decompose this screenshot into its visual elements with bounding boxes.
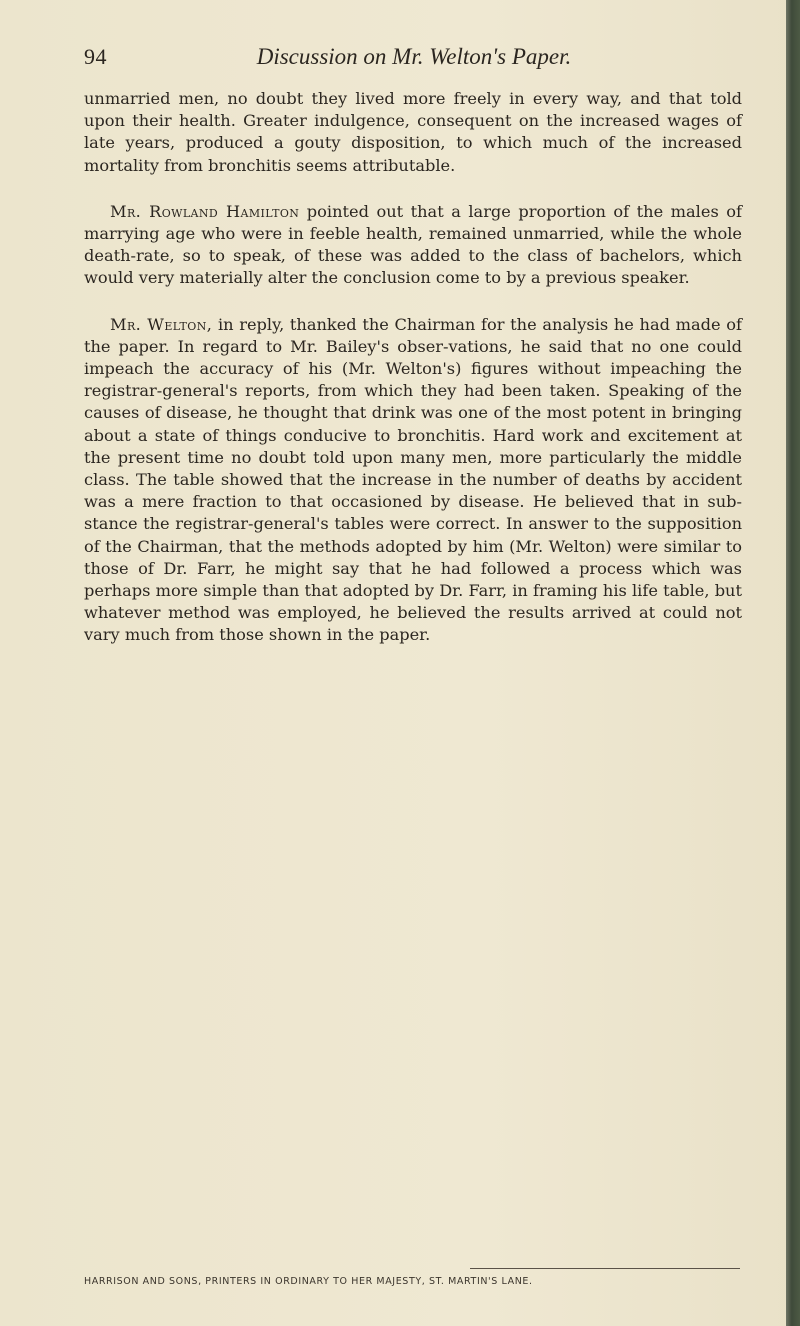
- printer-imprint: HARRISON AND SONS, PRINTERS IN ORDINARY TO HER MAJESTY, ST. MARTIN'S LANE.: [84, 1276, 533, 1287]
- paragraph-text: unmarried men, no doubt they lived more freely in every way, and that told upon their health. Greater indulgence, consequent on the increased wages of late years, produced a gouty disposition, to which much of the increased mortality from bronchitis seems attributable.: [84, 89, 742, 175]
- page-edge: [786, 0, 800, 1326]
- footer-rule: [470, 1268, 740, 1269]
- page-number: 94: [84, 44, 107, 69]
- paragraph-text: in reply, thanked the Chairman for the analysis he had made of the paper. In regard to Mr. Bailey's obser-vations, he said that no one could impeach the accuracy of his (Mr. Welton's) figures without impeaching the registrar-general's reports, from which they had been taken. Speaking of the causes of disease, he thought that drink was one of the most potent in bringing about a state of things conducive to bronchitis. Hard work and excitement at the present time no doubt told upon many men, more particularly the middle class. The table showed that the increase in the number of deaths by accident was a mere fraction to that occasioned by disease. He believed that in sub-stance the registrar-general's tables were correct. In answer to the supposition of the Chairman, that the methods adopted by him (Mr. Welton) were similar to those of Dr. Farr, he might say that he had followed a process which was perhaps more simple than that adopted by Dr. Farr, in framing his life table, but whatever method was employed, he believed the results arrived at could not vary much from those shown in the paper.: [84, 314, 742, 645]
- paragraph-text: pointed out that a large proportion of the males of marrying age who were in feeble health, remained unmarried, while the whole death-rate, so to speak, of these was added to the class of bachelors, which would very materially alter the conclusion come to by a previous speaker.: [84, 201, 742, 288]
- speaker-name: Mr. Rowland Hamilton: [110, 201, 300, 221]
- page-header: [84, 44, 744, 78]
- speaker-name: Mr. Welton,: [110, 314, 213, 334]
- paragraph-welton-reply: [84, 314, 742, 647]
- running-head: Discussion on Mr. Welton's Paper.: [256, 44, 572, 69]
- paragraph-continued: [84, 88, 742, 177]
- body-text: [84, 88, 742, 671]
- paragraph-hamilton: [84, 201, 742, 290]
